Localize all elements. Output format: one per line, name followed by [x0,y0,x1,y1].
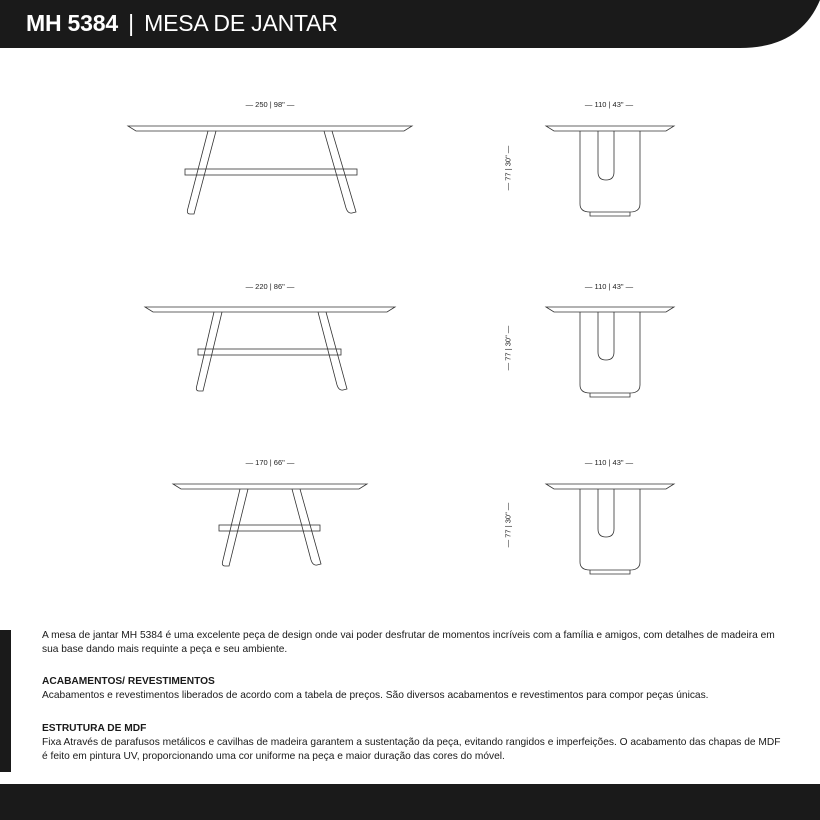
description-intro [42,629,782,657]
side-view-row3 [546,484,674,574]
structure-heading: ESTRUTURA DE MDF [42,723,147,734]
product-code: MH 5384 [26,10,118,36]
front-view-250 [128,126,412,214]
front-view-170 [173,484,367,566]
height-dimension: — 77 | 30" — [503,145,513,191]
accent-bar [0,630,11,772]
side-width-dimension: — 110 | 43" — [584,458,634,467]
product-name: MESA DE JANTAR [144,10,338,36]
finishes-heading: ACABAMENTOS/ REVESTIMENTOS [42,676,215,687]
height-dimension: — 77 | 30" — [503,502,513,548]
height-dimension: — 77 | 30" — [503,325,513,371]
side-view-row1 [546,126,674,216]
front-width-dimension: — 170 | 66" — [245,458,295,467]
finishes-section [42,675,782,703]
side-view-row2 [546,307,674,397]
front-width-dimension: — 220 | 86" — [245,282,295,291]
finishes-text: Acabamentos e revestimentos liberados de acordo com a tabela de preços. São diversos acabamentos e revestimentos para compor peças únicas. [42,690,709,701]
front-width-dimension: — 250 | 98" — [245,100,295,109]
side-width-dimension: — 110 | 43" — [584,282,634,291]
front-view-220 [145,307,395,391]
intro-text: A mesa de jantar MH 5384 é uma excelente peça de design onde vai poder desfrutar de momentos incríveis com a família e amigos, com detalhes de madeira em sua base dando mais requinte a peça e seu ambiente. [42,630,775,655]
structure-section [42,722,782,764]
footer-bar [0,784,820,820]
structure-text: Fixa Através de parafusos metálicos e cavilhas de madeira garantem a sustentação da peça, evitando rangidos e imperfeições. O acabamento das chapas de MDF é feito em pintura UV, proporcionando uma cor uniforme na peça e maior duração das cores do móvel. [42,737,781,762]
title-separator: | [128,10,134,36]
side-width-dimension: — 110 | 43" — [584,100,634,109]
